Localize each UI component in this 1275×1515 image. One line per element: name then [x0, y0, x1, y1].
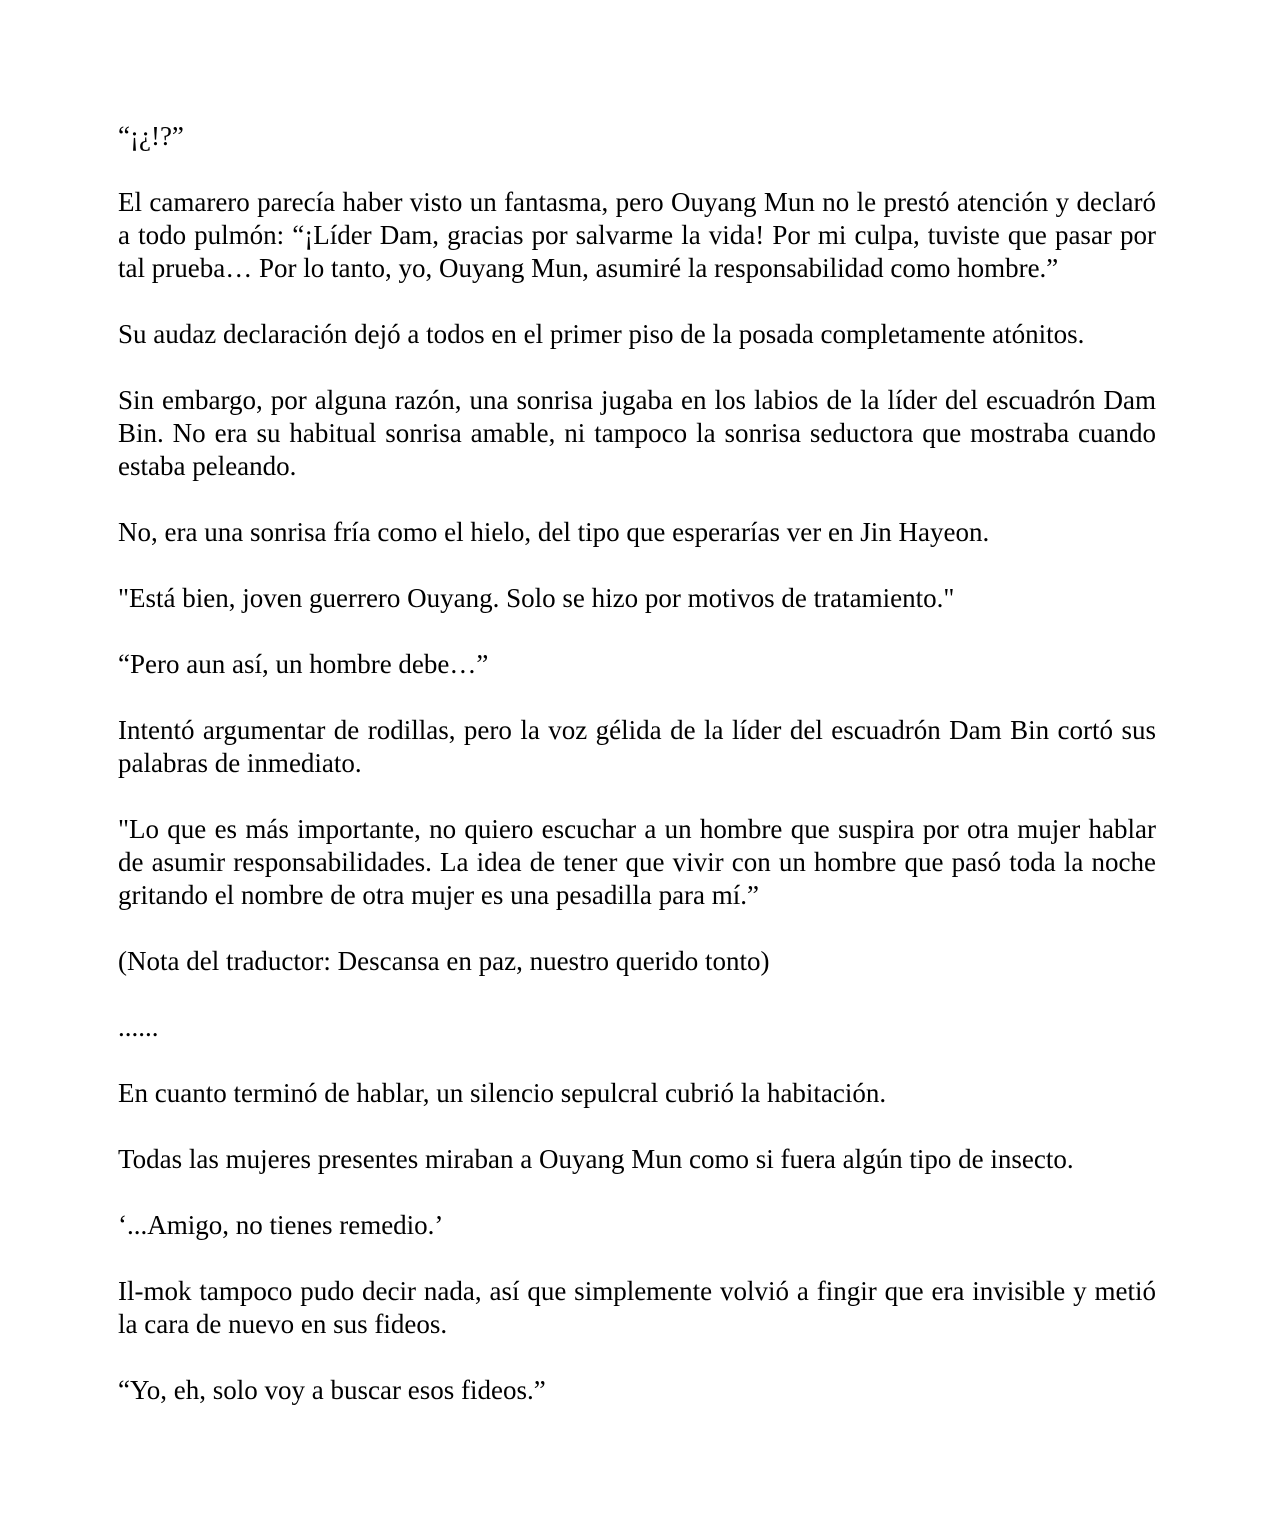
paragraph-8: Intentó argumentar de rodillas, pero la voz gélida de la líder del escuadrón Dam Bin cortó sus palabras de inmediato. — [118, 715, 1156, 778]
paragraph-11: ...... — [118, 1012, 159, 1042]
paragraph-7: “Pero aun así, un hombre debe…” — [118, 649, 489, 679]
paragraph-9: "Lo que es más importante, no quiero escuchar a un hombre que suspira por otra mujer hablar de asumir responsabilidades. La idea de tener que vivir con un hombre que pasó toda la noche gritando el nombre de otra mujer es una pesadilla para mí.” — [118, 814, 1156, 910]
paragraph-12: En cuanto terminó de hablar, un silencio sepulcral cubrió la habitación. — [118, 1078, 887, 1108]
paragraph-1: “¡¿!?” — [118, 121, 184, 151]
paragraph-10: (Nota del traductor: Descansa en paz, nuestro querido tonto) — [118, 946, 770, 976]
paragraph-13: Todas las mujeres presentes miraban a Ouyang Mun como si fuera algún tipo de insecto. — [118, 1144, 1074, 1174]
paragraph-3: Su audaz declaración dejó a todos en el primer piso de la posada completamente atónitos. — [118, 319, 1085, 349]
paragraph-6: "Está bien, joven guerrero Ouyang. Solo se hizo por motivos de tratamiento." — [118, 583, 955, 613]
paragraph-2: El camarero parecía haber visto un fantasma, pero Ouyang Mun no le prestó atención y declaró a todo pulmón: “¡Líder Dam, gracias por salvarme la vida! Por mi culpa, tuviste que pasar por tal prueba… Por lo tanto, yo, Ouyang Mun, asumiré la responsabilidad como hombre.” — [118, 187, 1156, 283]
paragraph-15: Il-mok tampoco pudo decir nada, así que simplemente volvió a fingir que era invisible y metió la cara de nuevo en sus fideos. — [118, 1276, 1156, 1339]
paragraph-4: Sin embargo, por alguna razón, una sonrisa jugaba en los labios de la líder del escuadrón Dam Bin. No era su habitual sonrisa amable, ni tampoco la sonrisa seductora que mostraba cuando estaba peleando. — [118, 385, 1156, 481]
paragraph-16: “Yo, eh, solo voy a buscar esos fideos.” — [118, 1375, 546, 1405]
paragraph-14: ‘...Amigo, no tienes remedio.’ — [118, 1210, 444, 1240]
paragraph-5: No, era una sonrisa fría como el hielo, del tipo que esperarías ver en Jin Hayeon. — [118, 517, 990, 547]
document-page — [118, 120, 1156, 1407]
